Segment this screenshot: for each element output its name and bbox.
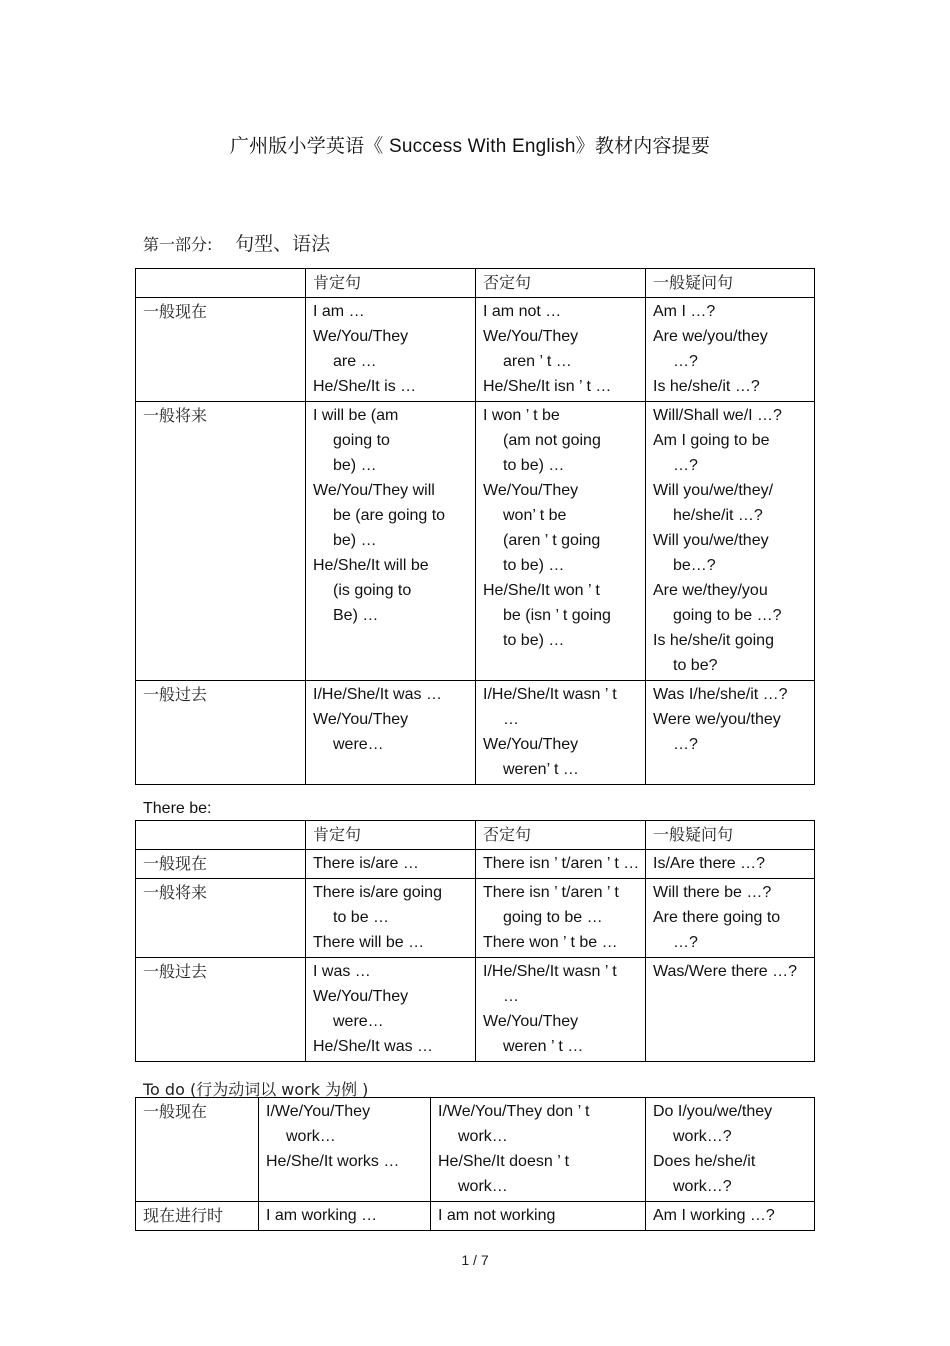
sentence-line: going to be …? <box>673 607 782 624</box>
sentence-cell <box>306 879 476 958</box>
sentence-line: He/She/It will be <box>313 557 429 574</box>
sentence-line: to be) … <box>503 457 565 474</box>
sentence-line: There will be … <box>313 934 425 951</box>
sentence-cell <box>646 850 815 879</box>
sentence-line: to be) … <box>503 557 565 574</box>
tense-cell: 现在进行时 <box>136 1202 259 1231</box>
sentence-cell <box>306 298 476 402</box>
sentence-cell <box>476 958 646 1062</box>
sentence-line: be) … <box>333 457 377 474</box>
sentence-cell <box>259 1202 431 1231</box>
sentence-line: We/You/They will <box>313 482 435 499</box>
sentence-line: going to be … <box>503 909 603 926</box>
sentence-cell <box>476 879 646 958</box>
table-row <box>136 958 815 1062</box>
sentence-line: Does he/she/it <box>653 1153 756 1170</box>
sentence-line: I/We/You/They <box>266 1103 371 1120</box>
sentence-cell <box>431 1202 646 1231</box>
grammar-table-be <box>135 268 815 785</box>
sentence-line: to be … <box>333 909 390 926</box>
sentence-line: We/You/They <box>313 988 409 1005</box>
sentence-cell <box>476 402 646 681</box>
sentence-cell <box>476 850 646 879</box>
sentence-line: were… <box>333 1013 384 1030</box>
sentence-cell <box>646 958 815 1062</box>
sentence-line: We/You/They <box>483 1013 579 1030</box>
sentence-line: I was … <box>313 963 371 980</box>
tense-cell: 一般将来 <box>136 402 306 681</box>
sentence-line: Will you/we/they <box>653 532 769 549</box>
section-label: 第一部分: <box>143 235 213 254</box>
table-row <box>136 1202 815 1231</box>
sentence-line: I am not working <box>438 1207 556 1224</box>
sentence-line: I/He/She/It wasn ’ t <box>483 686 617 703</box>
sentence-line: he/she/it …? <box>673 507 763 524</box>
sentence-line: He/She/It works … <box>266 1153 400 1170</box>
sentence-line: Will/Shall we/I …? <box>653 407 782 424</box>
sentence-line: were… <box>333 736 384 753</box>
sentence-line: He/She/It is … <box>313 378 417 395</box>
tense-cell: 一般将来 <box>136 879 306 958</box>
tense-cell: 一般现在 <box>136 850 306 879</box>
to-do-label: To do (行为动词以 work 为例 ) <box>143 1080 369 1099</box>
header-cell <box>136 821 306 850</box>
table-row <box>136 402 815 681</box>
sentence-line: I am … <box>313 303 365 320</box>
document-title: 广州版小学英语《 Success With English》教材内容提要 <box>229 136 711 157</box>
sentence-line: Are we/they/you <box>653 582 768 599</box>
header-cell <box>136 269 306 298</box>
sentence-cell <box>646 402 815 681</box>
sentence-line: work…? <box>673 1128 732 1145</box>
page-number: 1 / 7 <box>461 1252 489 1268</box>
sentence-line: Will you/we/they/ <box>653 482 774 499</box>
sentence-line: weren’ t … <box>503 761 579 778</box>
sentence-cell <box>306 850 476 879</box>
grammar-table-to-do <box>135 1097 815 1231</box>
sentence-cell <box>646 298 815 402</box>
sentence-line: There isn ’ t/aren ’ t … <box>483 855 640 872</box>
sentence-line: Is he/she/it …? <box>653 378 760 395</box>
sentence-line: We/You/They <box>483 482 579 499</box>
sentence-line: There won ’ t be … <box>483 934 618 951</box>
sentence-line: Is he/she/it going <box>653 632 774 649</box>
sentence-line: … <box>503 711 519 728</box>
table-row <box>136 681 815 785</box>
sentence-line: going to <box>333 432 390 449</box>
sentence-line: …? <box>673 934 698 951</box>
sentence-line: …? <box>673 457 698 474</box>
sentence-line: work…? <box>673 1178 732 1195</box>
sentence-line: He/She/It won ’ t <box>483 582 600 599</box>
table-row <box>136 1098 815 1202</box>
table-row <box>136 298 815 402</box>
sentence-cell <box>306 958 476 1062</box>
sentence-line: Am I working …? <box>653 1207 775 1224</box>
header-cell: 肯定句 <box>306 821 476 850</box>
grammar-table-there-be <box>135 820 815 1062</box>
sentence-line: There isn ’ t/aren ’ t <box>483 884 619 901</box>
header-cell: 否定句 <box>476 269 646 298</box>
section-heading <box>143 229 330 256</box>
sentence-line: …? <box>673 353 698 370</box>
sentence-line: Do I/you/we/they <box>653 1103 773 1120</box>
sentence-cell <box>431 1098 646 1202</box>
sentence-line: aren ’ t … <box>503 353 572 370</box>
sentence-line: I/He/She/It wasn ’ t <box>483 963 617 980</box>
sentence-line: work… <box>458 1128 508 1145</box>
sentence-line: be (isn ’ t going <box>503 607 611 624</box>
header-row <box>136 821 815 850</box>
sentence-line: weren ’ t … <box>503 1038 584 1055</box>
sentence-line: Is/Are there …? <box>653 855 766 872</box>
sentence-line: We/You/They <box>483 328 579 345</box>
sentence-line: I will be (am <box>313 407 399 424</box>
header-cell: 一般疑问句 <box>646 269 815 298</box>
sentence-line: be…? <box>673 557 716 574</box>
sentence-line: (is going to <box>333 582 412 599</box>
header-cell: 一般疑问句 <box>646 821 815 850</box>
tense-cell: 一般过去 <box>136 958 306 1062</box>
sentence-line: Am I …? <box>653 303 716 320</box>
sentence-line: I/We/You/They don ’ t <box>438 1103 590 1120</box>
header-cell: 否定句 <box>476 821 646 850</box>
sentence-line: I am not … <box>483 303 562 320</box>
sentence-line: to be) … <box>503 632 565 649</box>
sentence-line: We/You/They <box>313 328 409 345</box>
sentence-line: …? <box>673 736 698 753</box>
sentence-line: … <box>503 988 519 1005</box>
sentence-line: (am not going <box>503 432 601 449</box>
header-row <box>136 269 815 298</box>
sentence-line: We/You/They <box>313 711 409 728</box>
sentence-line: (aren ’ t going <box>503 532 601 549</box>
sentence-line: Am I going to be <box>653 432 770 449</box>
sentence-line: be) … <box>333 532 377 549</box>
sentence-line: I am working … <box>266 1207 378 1224</box>
tense-cell: 一般过去 <box>136 681 306 785</box>
sentence-line: Are we/you/they <box>653 328 768 345</box>
sentence-line: Was/Were there …? <box>653 963 798 980</box>
sentence-line: There is/are … <box>313 855 419 872</box>
sentence-cell <box>646 879 815 958</box>
sentence-line: to be? <box>673 657 718 674</box>
sentence-cell <box>646 1202 815 1231</box>
sentence-line: are … <box>333 353 377 370</box>
sentence-line: I won ’ t be <box>483 407 560 424</box>
sentence-cell <box>476 298 646 402</box>
sentence-cell <box>476 681 646 785</box>
sentence-line: Will there be …? <box>653 884 772 901</box>
sentence-line: work… <box>458 1178 508 1195</box>
sentence-line: work… <box>286 1128 336 1145</box>
table-row <box>136 850 815 879</box>
header-cell: 肯定句 <box>306 269 476 298</box>
sentence-cell <box>646 1098 815 1202</box>
sentence-line: There is/are going <box>313 884 442 901</box>
sentence-cell <box>646 681 815 785</box>
sentence-cell <box>259 1098 431 1202</box>
sentence-line: He/She/It was … <box>313 1038 434 1055</box>
there-be-label: There be: <box>143 800 212 817</box>
sentence-line: won’ t be <box>503 507 567 524</box>
sentence-line: We/You/They <box>483 736 579 753</box>
sentence-line: I/He/She/It was … <box>313 686 442 703</box>
section-name: 句型、语法 <box>235 233 331 255</box>
tense-cell: 一般现在 <box>136 298 306 402</box>
sentence-cell <box>306 402 476 681</box>
sentence-line: He/She/It isn ’ t … <box>483 378 612 395</box>
sentence-line: Are there going to <box>653 909 781 926</box>
sentence-cell <box>306 681 476 785</box>
sentence-line: Was I/he/she/it …? <box>653 686 788 703</box>
sentence-line: be (are going to <box>333 507 446 524</box>
tense-cell: 一般现在 <box>136 1098 259 1202</box>
sentence-line: Be) … <box>333 607 379 624</box>
sentence-line: He/She/It doesn ’ t <box>438 1153 570 1170</box>
table-row <box>136 879 815 958</box>
sentence-line: Were we/you/they <box>653 711 781 728</box>
